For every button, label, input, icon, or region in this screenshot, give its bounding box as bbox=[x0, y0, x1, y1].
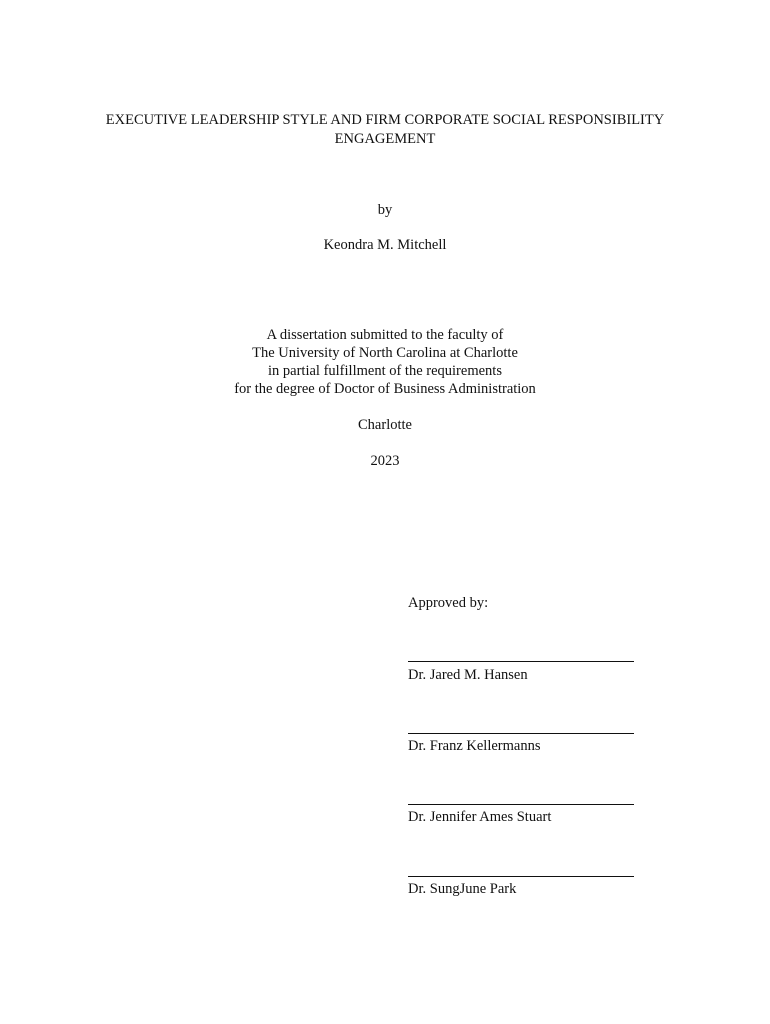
committee-member: Dr. Jared M. Hansen bbox=[408, 667, 528, 683]
city: Charlotte bbox=[358, 417, 412, 433]
statement-line-3: in partial fulfillment of the requirements bbox=[268, 363, 502, 379]
approved-by-label: Approved by: bbox=[408, 595, 489, 611]
author-name: Keondra M. Mitchell bbox=[323, 237, 447, 253]
by-label: by bbox=[377, 202, 393, 218]
statement-line-1: A dissertation submitted to the faculty of bbox=[266, 327, 504, 343]
title-line-1: EXECUTIVE LEADERSHIP STYLE AND FIRM CORPORATE SOCIAL RESPONSIBILITY bbox=[105, 112, 665, 128]
title-line-2: ENGAGEMENT bbox=[334, 131, 436, 147]
signature-line bbox=[408, 876, 634, 877]
signature-line bbox=[408, 661, 634, 662]
committee-member: Dr. SungJune Park bbox=[408, 881, 517, 897]
signature-line bbox=[408, 733, 634, 734]
signature-line bbox=[408, 804, 634, 805]
year: 2023 bbox=[370, 453, 400, 469]
statement-line-4: for the degree of Doctor of Business Administration bbox=[234, 381, 536, 397]
statement-line-2: The University of North Carolina at Charlotte bbox=[252, 345, 518, 361]
committee-member: Dr. Jennifer Ames Stuart bbox=[408, 809, 552, 825]
committee-member: Dr. Franz Kellermanns bbox=[408, 738, 541, 754]
